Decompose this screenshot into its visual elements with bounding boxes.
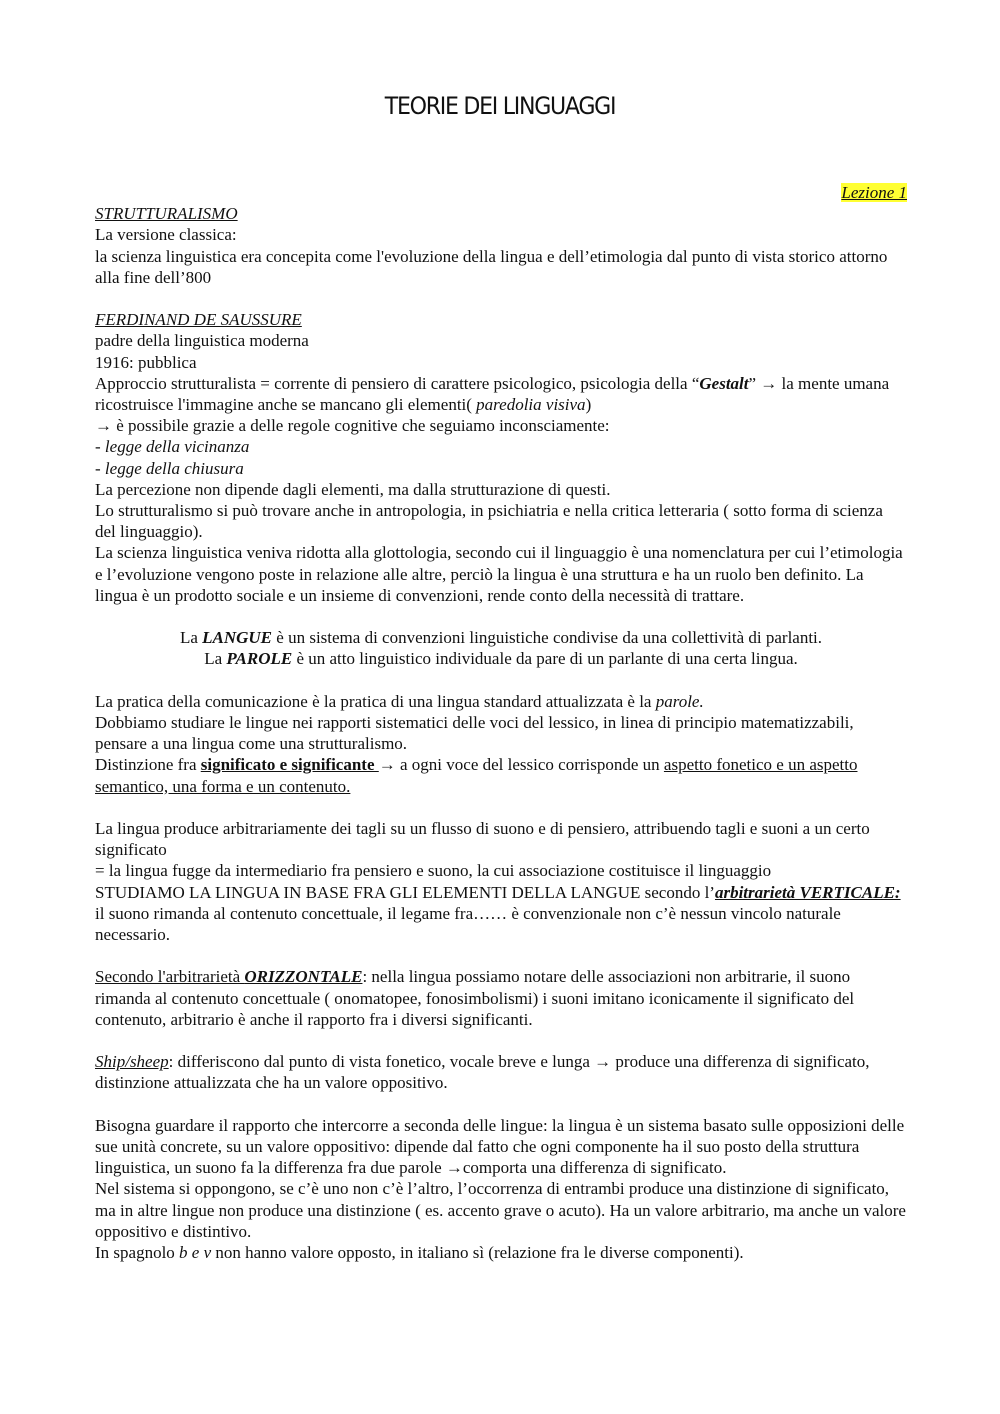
text-run: Approccio strutturalista = corrente di pensiero di carattere psicologico, psicologia della “ xyxy=(95,373,700,393)
lesson-label xyxy=(95,182,907,203)
parole-italic: parole. xyxy=(655,691,704,711)
text-run: il suono rimanda al contenuto concettuale, il legame fra…… è convenzionale non c’è nessun vincolo naturale necessario. xyxy=(95,903,841,945)
document-body xyxy=(95,182,907,1263)
spacer xyxy=(95,606,907,627)
paredolia-term: paredolia visiva xyxy=(476,395,586,415)
lesson-highlight: Lezione 1 xyxy=(841,183,907,202)
ship-sheep-term: Ship/sheep xyxy=(95,1052,169,1072)
text-run: STUDIAMO LA LINGUA IN BASE FRA GLI ELEMENTI DELLA LANGUE secondo l’ xyxy=(95,882,715,902)
text-run: La xyxy=(204,649,227,669)
list-item xyxy=(95,436,907,457)
definition-langue xyxy=(95,627,907,648)
definition-parole xyxy=(95,648,907,669)
b-e-v-term: b e v xyxy=(179,1243,212,1263)
langue-term: LANGUE xyxy=(202,628,273,648)
text-run: Distinzione fra xyxy=(95,755,201,775)
heading-saussure: FERDINAND DE SAUSSURE xyxy=(95,310,302,330)
paragraph: Dobbiamo studiare le lingue nei rapporti sistematici delle voci del lessico, in linea di principio matematizzabili, pensare a una lingua come una strutturalismo. xyxy=(95,713,854,754)
text-run: : differiscono dal punto di vista fonetico, vocale breve e lunga → produce una differenza di significato, distinzione attualizzata che ha un valore oppositivo. xyxy=(95,1052,870,1093)
paragraph: Lo strutturalismo si può trovare anche in antropologia, in psichiatria e nella critica letteraria ( sotto forma di scienza del linguaggio). xyxy=(95,501,883,542)
paragraph: → è possibile grazie a delle regole cognitive che seguiamo inconsciamente: xyxy=(95,416,610,436)
law-chiusura: legge della chiusura xyxy=(104,458,244,478)
paragraph: Nel sistema si oppongono, se c’è uno non c’è l’altro, l’occorrenza di entrambi produce una distinzione di significato, ma in altre lingue non produce una distinzione ( es. accento grave o acuto). Ha un valore arbitrario, ma anche un valore oppositivo e distintivo. xyxy=(95,1179,906,1241)
list-dash: - xyxy=(95,437,105,457)
paragraph: 1916: pubblica xyxy=(95,352,197,372)
paragraph-distinzione xyxy=(95,754,907,796)
text-run: : nella lingua possiamo notare delle associazioni non arbitrarie, il suono rimanda al contenuto concettuale ( onomatopee, fonosimbolismi) i suoni imitano iconicamente il significato del contenuto, arbitrario è anche il rapporto fra i diversi significanti. xyxy=(95,967,855,1029)
spacer xyxy=(95,797,907,818)
text-run: La xyxy=(179,628,203,648)
text-run: non hanno valore opposto, in italiano sì (relazione fra le diverse componenti). xyxy=(211,1243,744,1263)
paragraph-spagnolo xyxy=(95,1242,907,1263)
text-run: ) xyxy=(585,395,592,415)
paragraph-approccio xyxy=(95,373,907,415)
paragraph: Bisogna guardare il rapporto che intercorre a seconda delle lingue: la lingua è un sistema basato sulle opposizioni delle sue unità concrete, su un valore oppositivo: dipende dal fatto che ogni componente ha il suo posto della struttura linguistica, un suono fa la differenza fra due parole →comporta una differenza di significato. xyxy=(95,1115,905,1178)
spacer xyxy=(95,945,907,966)
gestalt-term: Gestalt xyxy=(699,373,749,393)
list-dash: - xyxy=(95,458,105,478)
paragraph: padre della linguistica moderna xyxy=(95,331,309,351)
law-vicinanza: legge della vicinanza xyxy=(104,437,250,457)
paragraph-studiamo xyxy=(95,882,907,946)
paragraph: La lingua produce arbitrariamente dei tagli su un flusso di suono e di pensiero, attribuendo tagli e suoni a un certo significato xyxy=(95,819,870,860)
text-run: La pratica della comunicazione è la pratica di una lingua standard attualizzata è la xyxy=(95,691,656,711)
document-title: TEORIE DEI LINGUAGGI xyxy=(384,92,616,120)
text-run: In spagnolo xyxy=(95,1243,180,1263)
spacer xyxy=(95,670,907,691)
text-run: Secondo l'arbitrarietà xyxy=(95,967,245,987)
aspetto-underlined: aspetto fonetico e un aspetto semantico, una forma e un contenuto. xyxy=(95,755,858,796)
paragraph: = la lingua fugge da intermediario fra pensiero e suono, la cui associazione costituisce il linguaggio xyxy=(95,861,772,881)
paragraph: La percezione non dipende dagli elementi, ma dalla strutturazione di questi. xyxy=(95,479,611,499)
spacer xyxy=(95,288,907,309)
paragraph: La versione classica: xyxy=(95,225,237,245)
text-run: è un atto linguistico individuale da pare di un parlante di una certa lingua. xyxy=(292,649,798,669)
paragraph-ship xyxy=(95,1051,907,1093)
parole-term: PAROLE xyxy=(226,649,293,669)
arbitrarieta-verticale-term: arbitrarietà VERTICALE: xyxy=(714,882,901,902)
text-run: è un sistema di convenzioni linguistiche condivise da una collettività di parlanti. xyxy=(272,628,823,648)
paragraph: la scienza linguistica era concepita come l'evoluzione della lingua e dell’etimologia dal punto di vista storico attorno alla fine dell’800 xyxy=(95,246,888,287)
text-run: → a ogni voce del lessico corrisponde un xyxy=(378,755,664,775)
significato-term: significato e significante xyxy=(200,755,379,775)
spacer xyxy=(95,1094,907,1115)
text-run: ” → la mente umana ricostruisce l'immagine anche se mancano gli elementi( xyxy=(95,373,890,415)
list-item xyxy=(95,458,907,479)
heading-strutturalismo: STRUTTURALISMO xyxy=(95,204,238,224)
paragraph-orizzontale xyxy=(95,966,907,1030)
paragraph-pratica xyxy=(95,691,907,712)
paragraph: La scienza linguistica veniva ridotta alla glottologia, secondo cui il linguaggio è una nomenclatura per cui l’etimologia e l’evoluzione vengono poste in relazione alle altre, perciò la lingua è una struttura e ha un ruolo ben definito. La lingua è un prodotto sociale e un insieme di convenzioni, rende conto della necessità di trattare. xyxy=(95,543,903,605)
orizzontale-term: ORIZZONTALE xyxy=(244,967,363,987)
spacer xyxy=(95,1030,907,1051)
